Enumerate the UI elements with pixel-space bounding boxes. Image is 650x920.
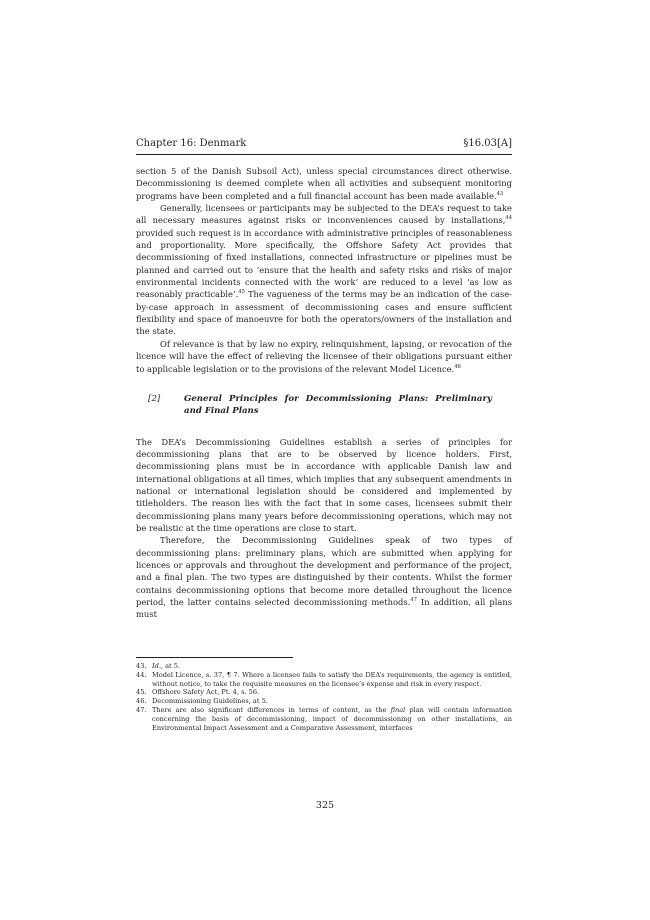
footnote-number: 45.: [136, 688, 147, 697]
section-number: [2]: [148, 393, 161, 404]
footnote-46: [136, 697, 512, 706]
footnote-number: 44.: [136, 670, 147, 679]
footnote-text: [152, 706, 512, 732]
paragraph-1: [136, 165, 512, 202]
footnote-text: Decommissioning Guidelines, at 5.: [152, 697, 268, 706]
footnote-ref-47[interactable]: 47: [410, 597, 417, 604]
footnote-ref-43[interactable]: 43: [496, 190, 504, 197]
paragraph-5-text-b: In addition, all plans must: [136, 597, 512, 620]
footnote-body: plan will contain information concerning the basis of decommissioning, impact of decommissioning on other installations, an Environmental Impact Assessment and a Comparative Assessment, interfaces: [152, 705, 512, 732]
paragraph-2-text-b: provided such request is in accordance with administrative principles of reasonableness and proportionality. More specifically, the Offshore Safety Act provides that decommissioning of fixed installations, connected infrastructure or pipelines must be planned and carried out to ‘ensure that the health and safety risks and risks of major environmental incidents connected with the work’ are reduced to a level ‘as low as reasonably practicable’.: [136, 227, 512, 300]
section-heading: [148, 393, 512, 418]
page-number: 325: [315, 800, 335, 811]
paragraph-5: [136, 534, 512, 620]
footnote-body-pre: There are also significant differences in terms of content, as the: [152, 705, 391, 714]
footnote-number: 43.: [136, 662, 147, 670]
footnote-ref-46[interactable]: 46: [454, 363, 461, 370]
paragraph-2: [136, 202, 512, 338]
paragraph-2-text-a: Generally, licensees or participants may be subjected to the DEA’s request to take all necessary measures against risks or inconveniences caused by installations,: [136, 203, 512, 226]
footnote-text: Model Licence, s. 37, ¶ 7. Where a licensee fails to satisfy the DEA’s requirements, the agency is entitled, without notice, to take the requisite measures on the licensee’s expense and risk in every respect.: [152, 670, 512, 688]
paragraph-4: [136, 436, 512, 535]
page-content: [136, 138, 512, 621]
footnote-44: [136, 671, 512, 689]
footnote-italic-text: Id.: [152, 662, 161, 670]
section-reference: §16.03[A]: [463, 138, 512, 149]
footnote-body: , at 5.: [160, 662, 181, 670]
footnote-number: 46.: [136, 697, 147, 706]
running-header: [136, 138, 512, 155]
paragraph-3-text: Of relevance is that by law no expiry, relinquishment, lapsing, or revocation of the licence will have the effect of relieving the licensee of their obligations pursuant either to applicable legislation or to the provisions of the relevant Model Licence.: [136, 338, 512, 374]
footnote-45: [136, 688, 512, 697]
paragraph-1-text: section 5 of the Danish Subsoil Act), unless special circumstances direct otherwise. Decommissioning is deemed complete when all activities and subsequent monitoring programs have been completed and a full financial account has been made available.: [136, 166, 512, 201]
footnote-number: 47.: [136, 705, 147, 714]
section-title: General Principles for Decommissioning Plans: Preliminary and Final Plans: [184, 393, 492, 417]
chapter-title: Chapter 16: Denmark: [136, 138, 247, 149]
footnote-divider: [136, 657, 293, 658]
footnote-ref-45[interactable]: 45: [238, 289, 245, 296]
paragraph-4-text: The DEA’s Decommissioning Guidelines establish a series of principles for decommissioning plans that are to be observed by licence holders. First, decommissioning plans must be in accordance with applicable Danish law and international obligations at all times, which implies that any subsequent amendments in national or international legislation should be considered and implemented by titleholders. The reason lies with the fact that in some cases, licensees submit their decommissioning plans many years before decommissioning operations, which may not be realistic at the time operations are close to start.: [136, 436, 512, 534]
footnote-text: Offshore Safety Act, Pt. 4, s. 56.: [152, 688, 260, 697]
paragraph-3: [136, 338, 512, 375]
footnote-text: [152, 662, 512, 671]
footnote-47: [136, 706, 512, 732]
footnote-italic-text: final: [390, 705, 406, 714]
footnote-43: [136, 662, 512, 671]
paragraph-2-text-c: The vagueness of the terms may be an indication of the case-by-case approach in assessment of decommissioning cases and ensure sufficient flexibility and space of manoeuvre for both the operators/owners of the installation and the state.: [136, 289, 513, 337]
paragraph-5-text-a: Therefore, the Decommissioning Guidelines speak of two types of decommissioning plans: preliminary plans, which are submitted when applying for licences or approvals and throughout the development and performance of the project, and a final plan. The two types are distinguished by their contents. Whilst the former contains decommissioning options that become more detailed throughout the licence period, the latter contains selected decommissioning methods.: [136, 535, 512, 608]
footnote-ref-44[interactable]: 44: [505, 215, 512, 222]
body-text: [136, 165, 512, 621]
footnotes: [136, 662, 512, 732]
